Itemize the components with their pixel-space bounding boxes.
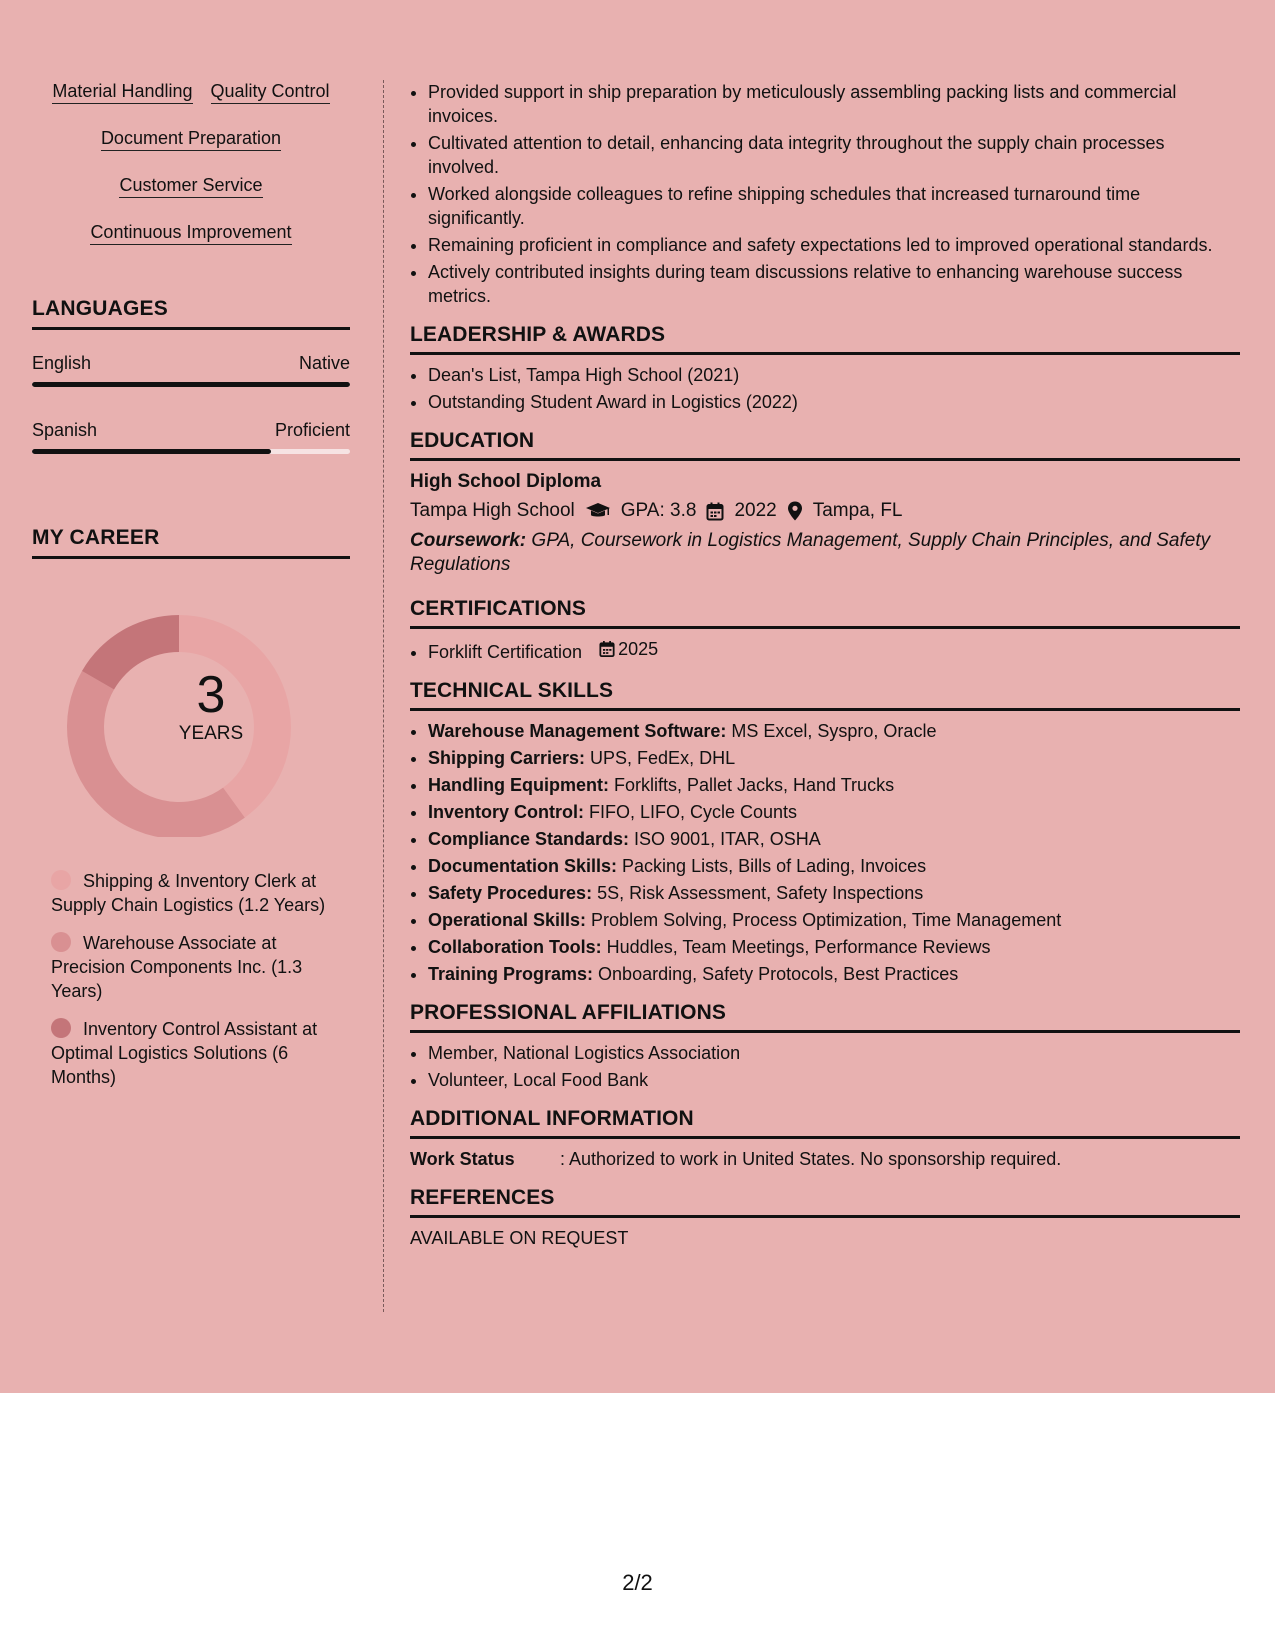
skill-tags xyxy=(32,80,350,245)
language-level: Proficient xyxy=(274,420,350,440)
skill-label: Inventory Control: xyxy=(428,802,584,822)
languages-title: LANGUAGES xyxy=(32,297,350,330)
skill-value: Huddles, Team Meetings, Performance Reviews xyxy=(601,937,991,957)
skill-label: Safety Procedures: xyxy=(428,883,593,903)
language-name: English xyxy=(32,353,92,373)
skill-label: Operational Skills: xyxy=(428,910,587,930)
affiliation-item: • Member, National Logistics Association xyxy=(428,1041,1240,1065)
technical-skill-item xyxy=(428,827,1240,851)
technical-skill-item xyxy=(428,962,1240,986)
certifications-title: CERTIFICATIONS xyxy=(410,597,1240,629)
references-text: AVAILABLE ON REQUEST xyxy=(410,1228,629,1248)
language-spanish xyxy=(32,419,350,454)
experience-bullet: • Cultivated attention to detail, enhancing data integrity throughout the supply chain processes involved. xyxy=(428,131,1240,179)
education-location: Tampa, FL xyxy=(812,500,903,521)
career-legend-item xyxy=(51,931,331,1003)
affiliations-list xyxy=(410,1041,1240,1092)
experience-bullet: • Provided support in ship preparation by meticulously assembling packing lists and commercial invoices. xyxy=(428,80,1240,128)
skill-value: UPS, FedEx, DHL xyxy=(585,748,736,768)
certification-year: 2025 xyxy=(618,639,659,659)
experience-bullet: • Remaining proficient in compliance and safety expectations led to improved operational standards. xyxy=(428,233,1240,257)
coursework-text: GPA, Coursework in Logistics Management, Supply Chain Principles, and Safety Regulations xyxy=(410,530,1211,575)
work-status-key: Work Status xyxy=(410,1149,515,1169)
affiliation-item: • Volunteer, Local Food Bank xyxy=(428,1068,1240,1092)
skill-tag: Quality Control xyxy=(211,80,330,104)
education-coursework xyxy=(410,529,1240,577)
skill-tag: Document Preparation xyxy=(101,127,281,151)
skill-value: Forklifts, Pallet Jacks, Hand Trucks xyxy=(608,775,895,795)
map-pin-icon xyxy=(787,501,803,521)
career-legend-item xyxy=(51,1017,331,1089)
certification-item xyxy=(428,637,1240,664)
affiliations-title: PROFESSIONAL AFFILIATIONS xyxy=(410,1001,1240,1033)
skill-label: Shipping Carriers: xyxy=(428,748,586,768)
language-english xyxy=(32,352,350,387)
career-legend xyxy=(32,869,331,1089)
references-title: REFERENCES xyxy=(410,1186,1240,1218)
career-total-number: 3 xyxy=(196,666,226,724)
skill-tag: Customer Service xyxy=(119,174,262,198)
skill-label: Warehouse Management Software: xyxy=(428,721,727,741)
certifications-list xyxy=(410,637,1240,664)
skill-value: ISO 9001, ITAR, OSHA xyxy=(629,829,821,849)
graduation-cap-icon xyxy=(585,502,611,520)
technical-skill-item xyxy=(428,800,1240,824)
experience-bullets xyxy=(410,80,1240,308)
donut-center xyxy=(139,667,283,745)
skill-value: Problem Solving, Process Optimization, Time Management xyxy=(586,910,1062,930)
education-year: 2022 xyxy=(734,500,777,521)
right-column xyxy=(410,80,1240,1250)
education-school: Tampa High School xyxy=(410,500,575,521)
page-number: 2/2 xyxy=(622,1570,653,1595)
career-legend-item xyxy=(51,869,331,917)
skill-label: Collaboration Tools: xyxy=(428,937,602,957)
technical-skills-title: TECHNICAL SKILLS xyxy=(410,679,1240,711)
language-level-fill xyxy=(32,382,350,387)
leadership-item: • Dean's List, Tampa High School (2021) xyxy=(428,363,1240,387)
legend-dot xyxy=(51,1018,71,1038)
work-status-value: : Authorized to work in United States. No sponsorship required. xyxy=(560,1149,1062,1169)
coursework-label: Coursework: xyxy=(410,530,527,551)
technical-skill-item xyxy=(428,746,1240,770)
skill-value: Packing Lists, Bills of Lading, Invoices xyxy=(617,856,927,876)
career-total-unit: YEARS xyxy=(178,723,244,744)
certification-name: Forklift Certification xyxy=(428,642,583,662)
experience-bullet: • Actively contributed insights during team discussions relative to enhancing warehouse success metrics. xyxy=(428,260,1240,308)
technical-skill-item xyxy=(428,935,1240,959)
legend-dot xyxy=(51,870,71,890)
technical-skill-item xyxy=(428,881,1240,905)
column-divider xyxy=(383,80,384,1312)
education-gpa: GPA: 3.8 xyxy=(620,500,697,521)
career-legend-label: Shipping & Inventory Clerk at Supply Chain Logistics (1.2 Years) xyxy=(51,871,326,915)
technical-skills-list xyxy=(410,719,1240,986)
skill-value: MS Excel, Syspro, Oracle xyxy=(726,721,937,741)
leadership-item: • Outstanding Student Award in Logistics (2022) xyxy=(428,390,1240,414)
skill-tag: Material Handling xyxy=(52,80,192,104)
calendar-icon xyxy=(706,502,724,521)
language-level: Native xyxy=(298,353,350,373)
skill-label: Documentation Skills: xyxy=(428,856,618,876)
career-legend-label: Inventory Control Assistant at Optimal Logistics Solutions (6 Months) xyxy=(51,1019,318,1087)
career-donut-chart xyxy=(32,597,350,837)
language-level-fill xyxy=(32,449,271,454)
education-meta xyxy=(410,497,1240,525)
technical-skill-item xyxy=(428,719,1240,743)
work-status-row xyxy=(410,1147,1240,1171)
legend-dot xyxy=(51,932,71,952)
technical-skill-item xyxy=(428,773,1240,797)
language-level-bar xyxy=(32,449,350,454)
career-legend-label: Warehouse Associate at Precision Components Inc. (1.3 Years) xyxy=(51,933,303,1001)
skill-label: Compliance Standards: xyxy=(428,829,630,849)
skill-label: Handling Equipment: xyxy=(428,775,609,795)
career-title: MY CAREER xyxy=(32,526,350,559)
skill-value: FIFO, LIFO, Cycle Counts xyxy=(584,802,798,822)
skill-tag: Continuous Improvement xyxy=(90,221,291,245)
leadership-list xyxy=(410,363,1240,414)
technical-skill-item xyxy=(428,908,1240,932)
leadership-title: LEADERSHIP & AWARDS xyxy=(410,323,1240,355)
language-name: Spanish xyxy=(32,420,98,440)
technical-skill-item xyxy=(428,854,1240,878)
skill-value: 5S, Risk Assessment, Safety Inspections xyxy=(592,883,924,903)
skill-value: Onboarding, Safety Protocols, Best Practices xyxy=(593,964,959,984)
calendar-icon xyxy=(599,640,615,658)
education-title: EDUCATION xyxy=(410,429,1240,461)
experience-bullet: • Worked alongside colleagues to refine shipping schedules that increased turnaround time significantly. xyxy=(428,182,1240,230)
additional-info-title: ADDITIONAL INFORMATION xyxy=(410,1107,1240,1139)
left-column xyxy=(32,80,350,1103)
skill-label: Training Programs: xyxy=(428,964,594,984)
language-level-bar xyxy=(32,382,350,387)
education-degree: High School Diploma xyxy=(410,471,602,492)
